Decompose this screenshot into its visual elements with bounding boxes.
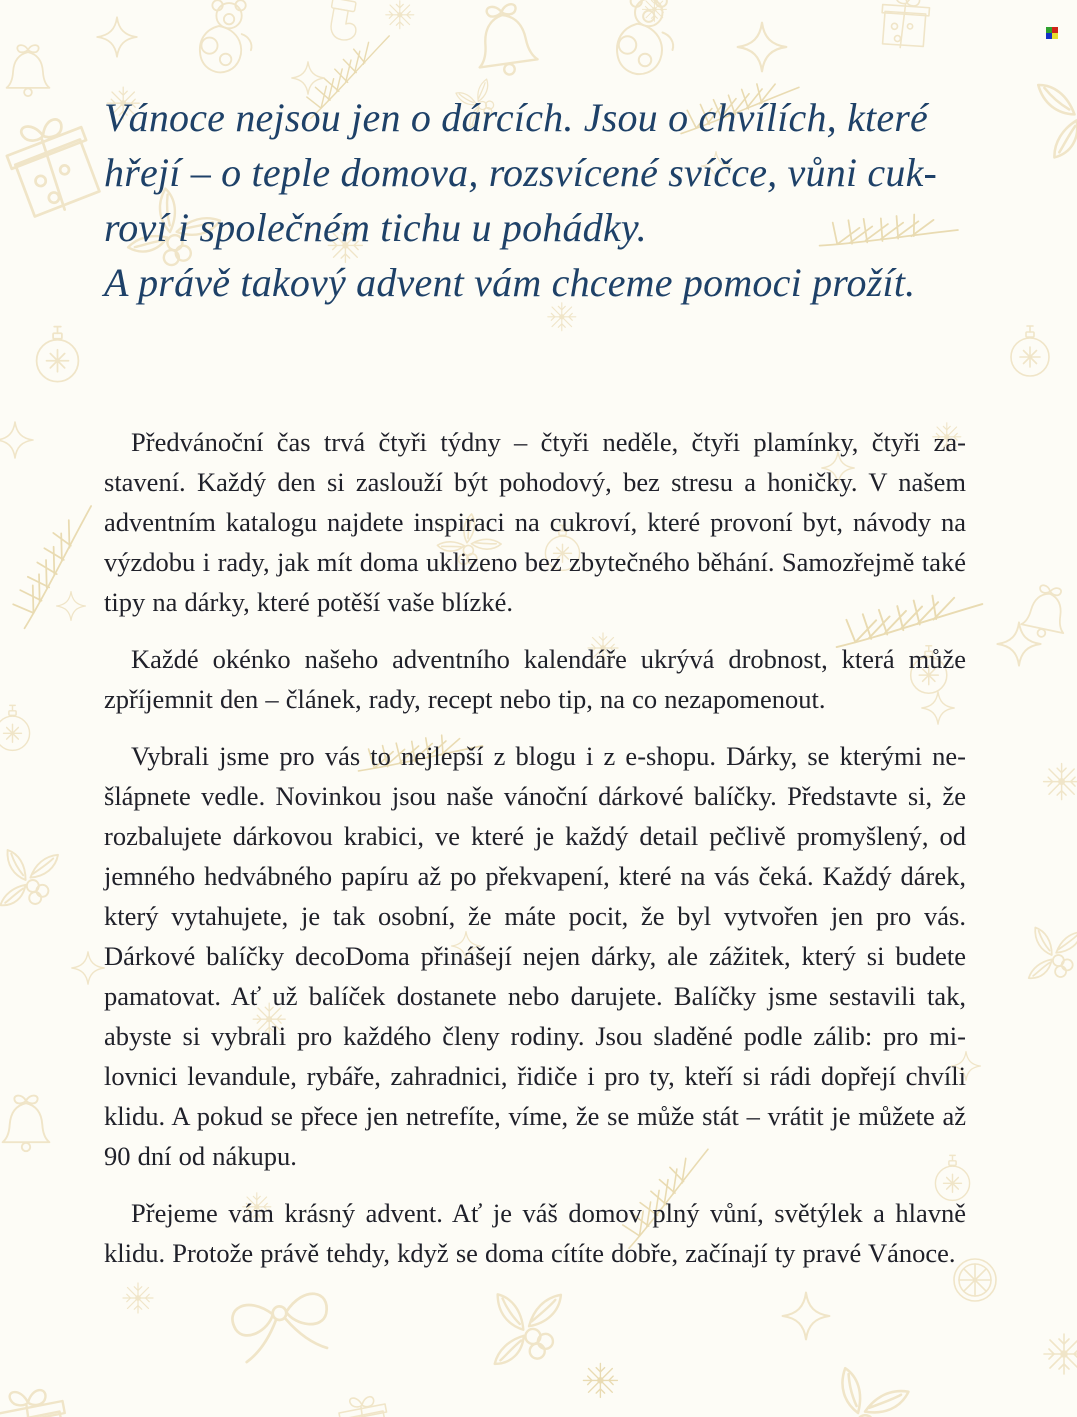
page-headline — [104, 90, 966, 310]
body-paragraph: Předvánoční čas trvá čtyři týdny – čtyři neděle, čtyři plamínky, čtyři zastavení. Každý den si zaslouží být pohodový, bez stresu a honičky. V našem adventním katalogu najdete inspiraci na cukroví, které provoní byt, návody na výzdobu i rady, jak mít doma uklizeno bez zbytečného běhání. Samozřejmě také tipy na dárky, které potěší vaše blízké. — [104, 427, 966, 617]
body-paragraph: Vybrali jsme pro vás to nejlepší z blogu i z e-shopu. Dárky, se kterými nešlápnete vedle. Novinkou jsou naše vánoční dárkové balíčky. Představte si, že rozbalujete dárkovou krabici, ve které je každý detail pečlivě promyšlený, od jemného hedvábného papíru až po překvapení, které na vás čeká. Každý dárek, který vytahujete, je tak osobní, že máte pocit, že byl vytvořen jen pro vás. Dárkové balíčky decoDoma přinášejí nejen dárky, ale zážitek, který si budete pamatovat. Ať už balíček dostanete nebo darujete. Balíčky jsme sestavili tak, abyste si vybrali pro každého členy rodiny. Jsou sladěné podle zálib: pro milovnici levandule, rybáře, zahradnici, řidiče i pro ty, kteří si rádi dopřejí chvíli klidu. A pokud se přece jen netrefíte, víme, že se může stát – vrátit je můžete až 90 dní od nákupu. — [104, 741, 966, 1171]
mark-cell-yellow — [1052, 33, 1058, 39]
headline-line: Vánoce nejsou jen o dárcích. Jsou o chvílích, které — [104, 95, 929, 140]
body-paragraph: Každé okénko našeho adventního kalendáře ukrývá drobnost, která může zpříjemnit den – článek, rady, recept nebo tip, na co nezapomenout. — [104, 644, 966, 714]
page-content — [104, 90, 966, 1290]
body-paragraph: Přejeme vám krásný advent. Ať je váš domov plný vůní, světýlek a hlavně klidu. Protože právě tehdy, když se doma cítíte dobře, začínají ty pravé Vánoce. — [104, 1198, 966, 1268]
body-text — [104, 422, 966, 1273]
color-registration-mark — [1046, 27, 1058, 39]
headline-line: roví i společném tichu u pohádky. — [104, 205, 647, 250]
headline-line: hřejí – o teple domova, rozsvícené svíčce, vůni cuk- — [104, 150, 938, 195]
headline-line: A právě takový advent vám chceme pomoci prožít. — [104, 260, 916, 305]
